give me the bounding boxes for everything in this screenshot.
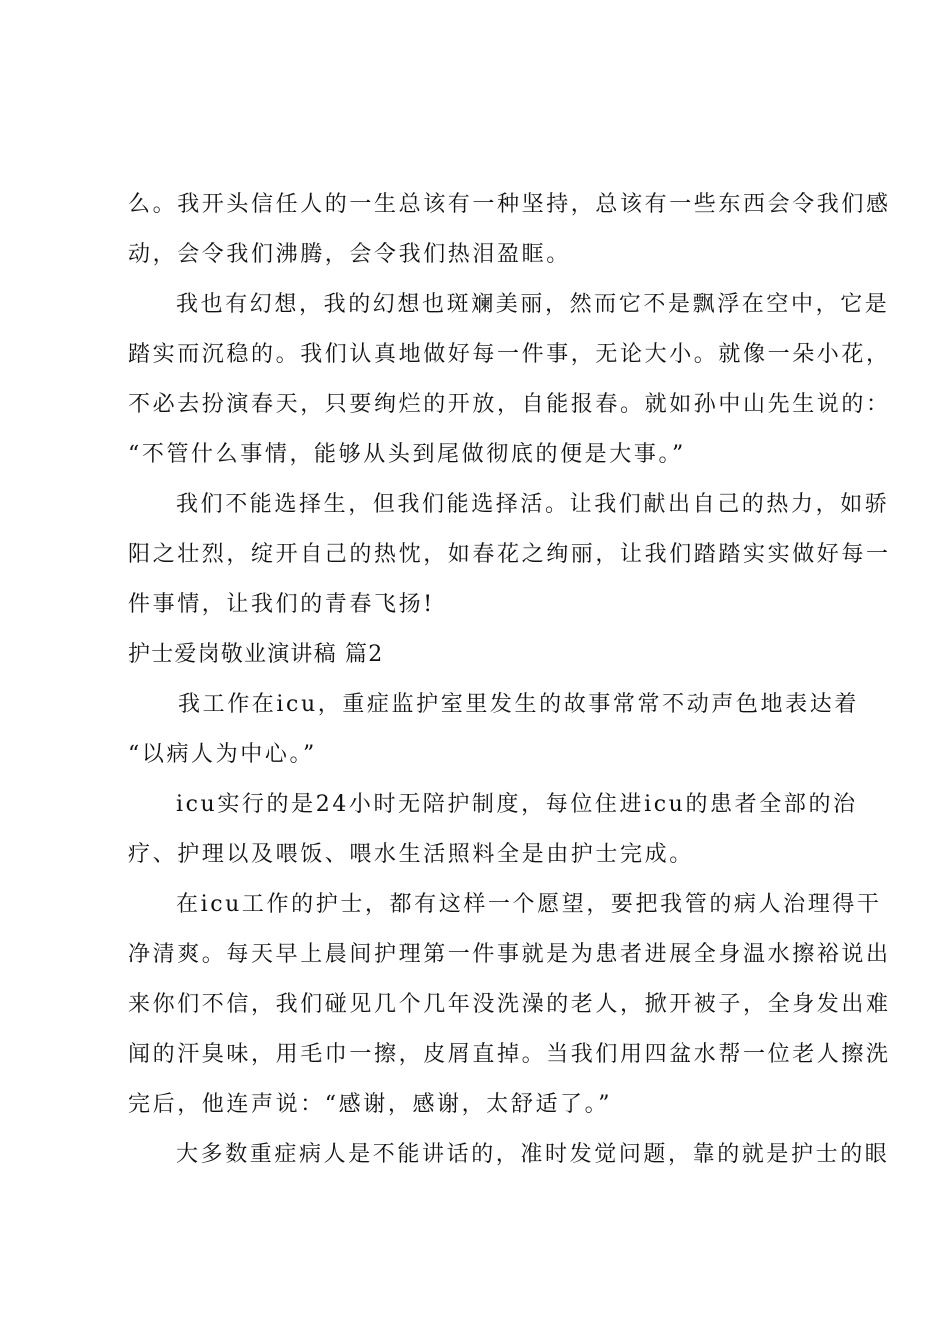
paragraph-start-line: 我们不能选择生，但我们能选择活。让我们献出自己的热力，如骄 xyxy=(176,492,890,517)
text-line: 净清爽。每天早上晨间护理第一件事就是为患者进展全身温水擦裕说出 xyxy=(128,942,891,967)
text-line: 疗、护理以及喂饭、喂水生活照料全是由护士完成。 xyxy=(128,842,694,867)
paragraph-start-line: 在icu工作的护士，都有这样一个愿望，要把我管的病人治理得干 xyxy=(176,892,882,917)
text-line: 踏实而沉稳的。我们认真地做好每一件事，无论大小。就像一朵小花， xyxy=(128,342,891,367)
paragraph-start-line: icu实行的是24小时无陪护制度，每位住进icu的患者全部的治 xyxy=(176,792,858,817)
text-line: “以病人为中心。” xyxy=(128,742,317,767)
text-line: 动，会令我们沸腾，会令我们热泪盈眶。 xyxy=(128,242,571,267)
text-line: 件事情，让我们的青春飞扬! xyxy=(128,592,435,617)
text-line: 闻的汗臭味，用毛巾一擦，皮屑直掉。当我们用四盆水帮一位老人擦洗 xyxy=(128,1042,891,1067)
text-line: “不管什么事情，能够从头到尾做彻底的便是大事。” xyxy=(128,442,686,467)
paragraph-start-line: 我工作在icu，重症监护室里发生的故事常常不动声色地表达着 xyxy=(178,692,859,717)
section-heading: 护士爱岗敬业演讲稿 篇2 xyxy=(128,642,384,667)
paragraph-start-line: 大多数重症病人是不能讲话的，准时发觉问题，靠的就是护士的眼 xyxy=(176,1142,890,1167)
text-line: 完后，他连声说：“感谢，感谢，太舒适了。” xyxy=(128,1092,613,1117)
paragraph-start-line: 我也有幻想，我的幻想也斑斓美丽，然而它不是飘浮在空中，它是 xyxy=(176,292,890,317)
text-line: 不必去扮演春天，只要绚烂的开放，自能报春。就如孙中山先生说的： xyxy=(128,392,891,417)
text-line: 来你们不信，我们碰见几个几年没洗澡的老人，掀开被子，全身发出难 xyxy=(128,992,891,1017)
text-line: 阳之壮烈，绽开自己的热忱，如春花之绚丽，让我们踏踏实实做好每一 xyxy=(128,542,891,567)
text-line: 么。我开头信任人的一生总该有一种坚持，总该有一些东西会令我们感 xyxy=(128,192,891,217)
